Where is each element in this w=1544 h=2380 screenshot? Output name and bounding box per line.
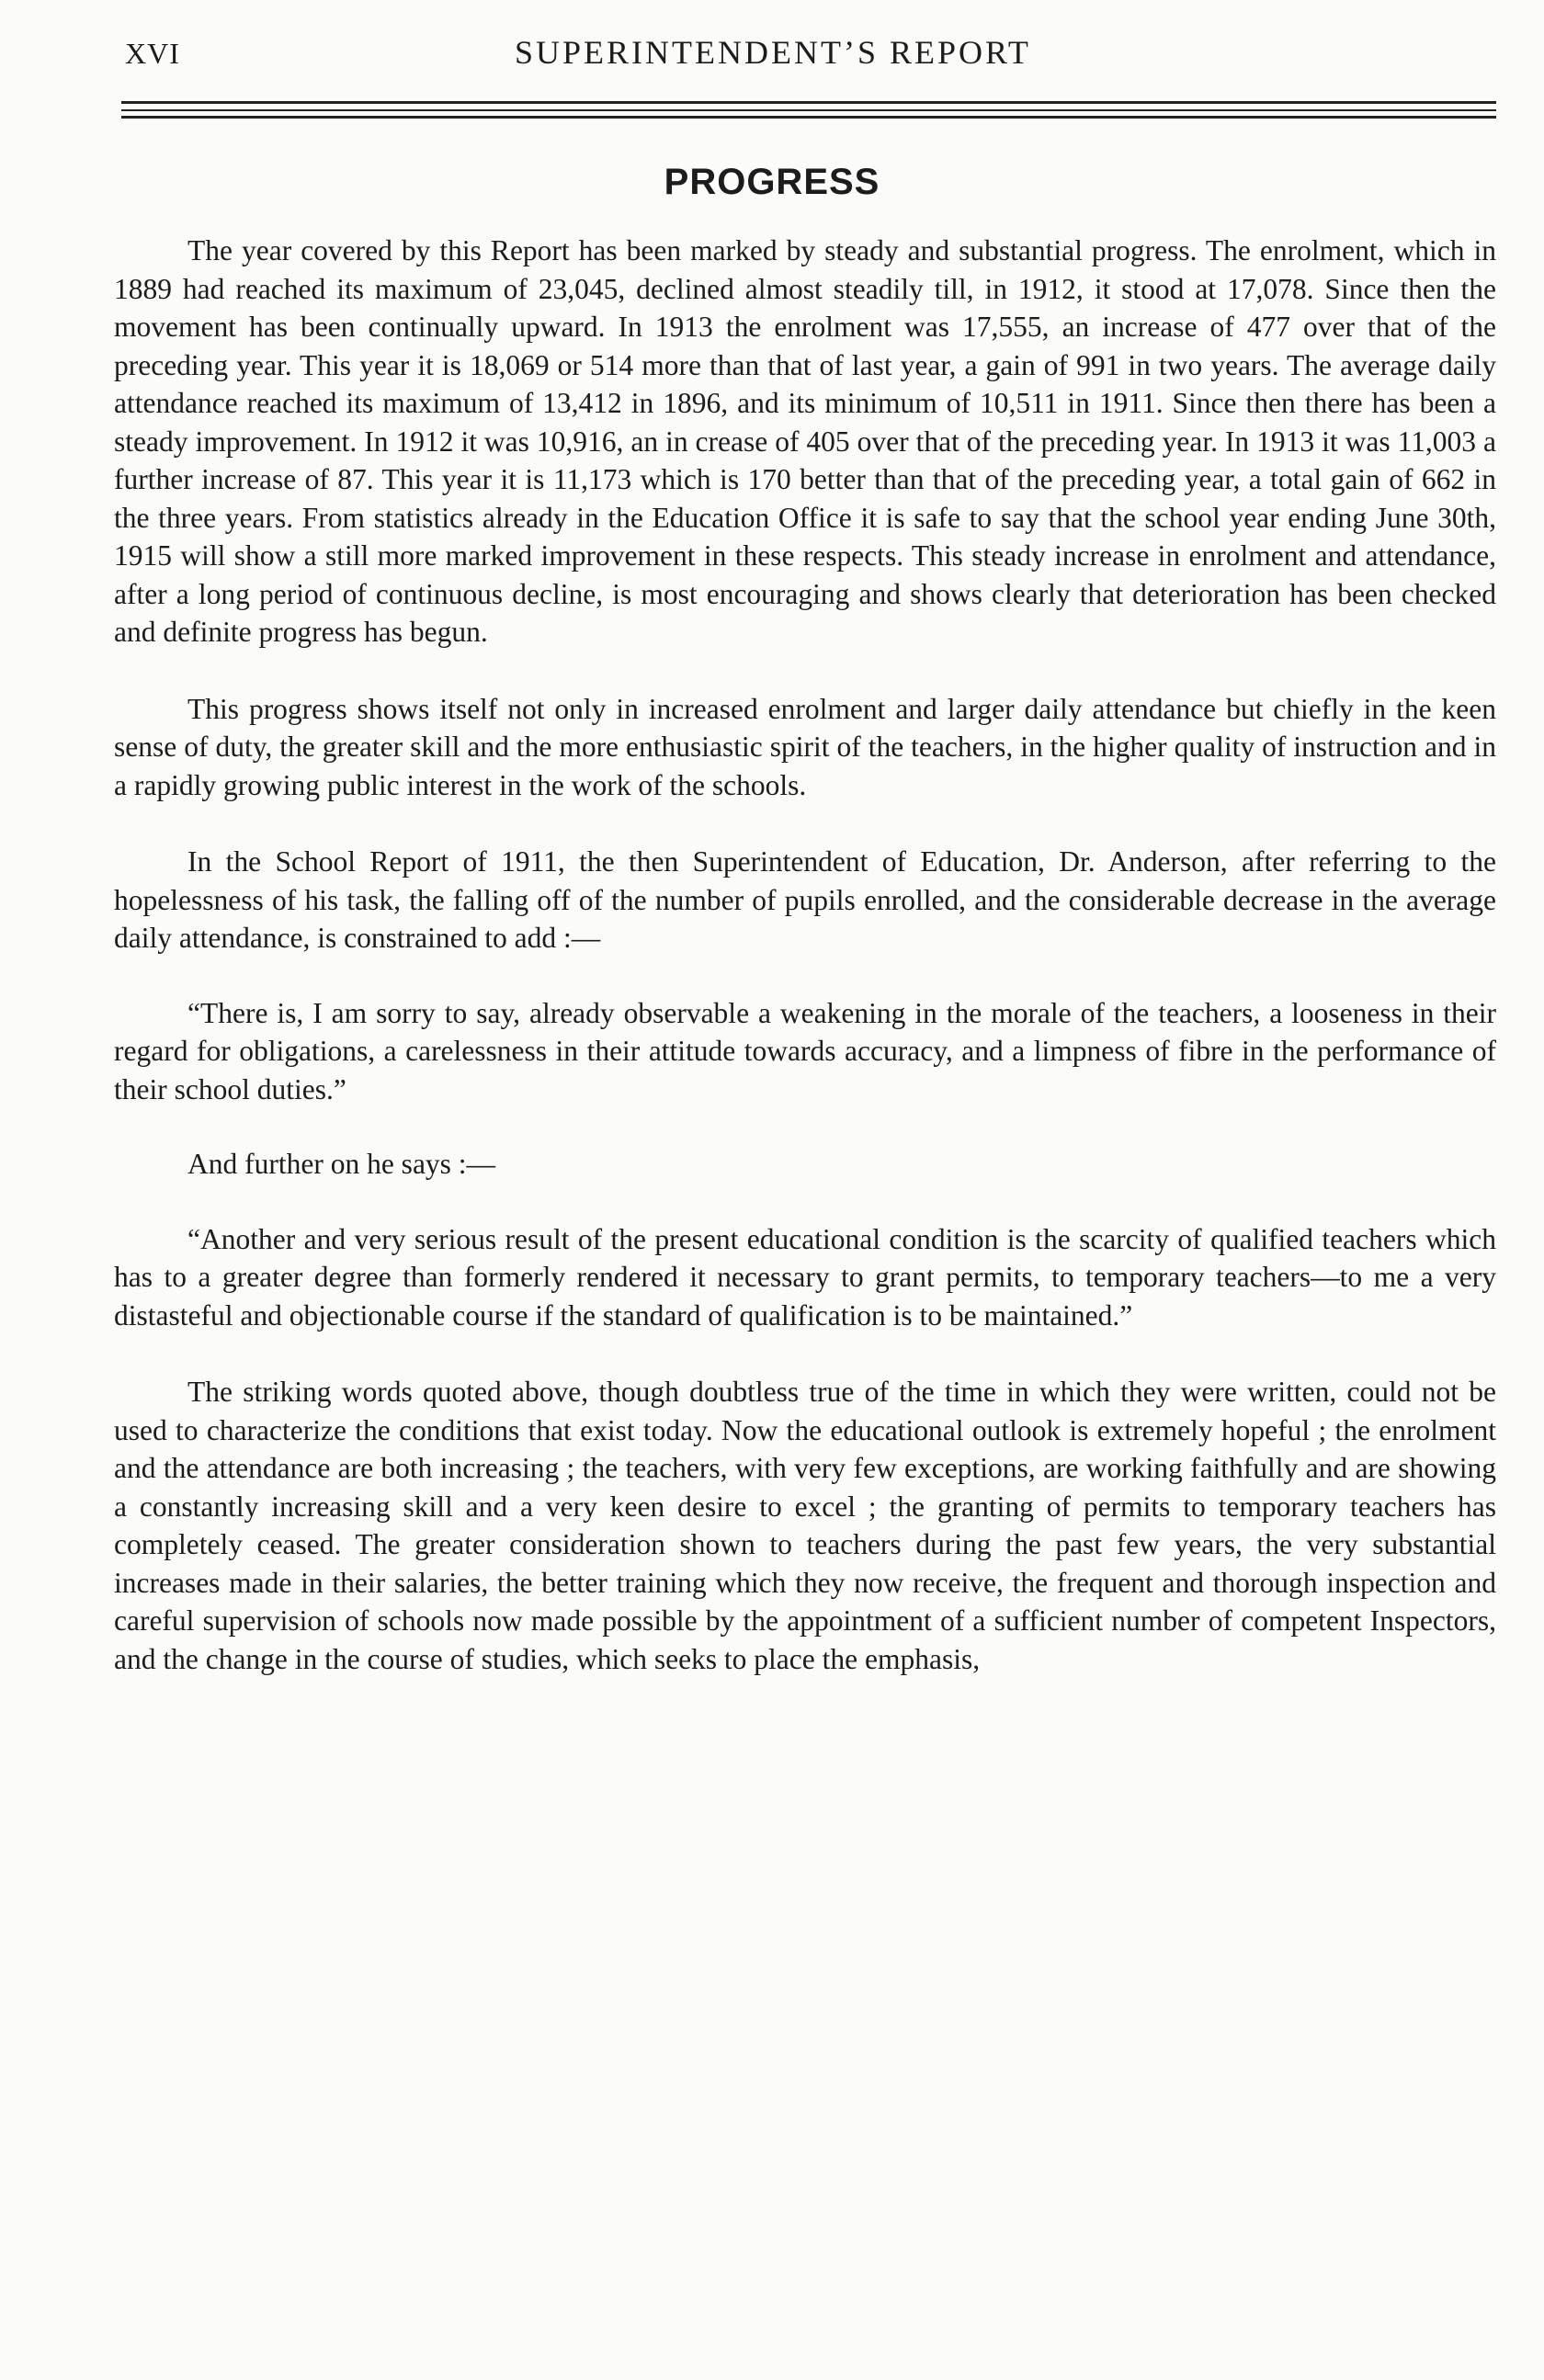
- paragraph-enrolment-statistics: The year covered by this Report has been marked by steady and substantial progress. The enrolment, which in 1889 had reached its maximum of 23,045, declined almost steadily till, in 1912, it stood at 17,078. Since then the movement has been continually upward. In 1913 the enrolment was 17,555, an increase of 477 over that of the preceding year. This year it is 18,069 or 514 more than that of last year, a gain of 991 in two years. The average daily attendance reached its maximum of 13,412 in 1896, and its minimum of 10,511 in 1911. Since then there has been a steady improvement. In 1912 it was 10,916, an in crease of 405 over that of the preceding year. In 1913 it was 11,003 a further increase of 87. This year it is 11,173 which is 170 better than that of the preceding year, a total gain of 662 in the three years. From statistics already in the Education Office it is safe to say that the school year ending June 30th, 1915 will show a still more marked improvement in these respects. This steady increase in enrolment and attendance, after a long period of continuous decline, is most encouraging and shows clearly that deterioration has been checked and definite progress has begun.: [114, 234, 1496, 648]
- quotation-morale: “There is, I am sorry to say, already observable a weakening in the morale of the teachers, a looseness in their regard for obligations, a carelessness in their attitude towards accuracy, and a limpness of fibre in the performance of their school duties.”: [114, 996, 1496, 1105]
- header-rule-top: [121, 101, 1496, 104]
- page-number: XVI: [125, 37, 180, 70]
- paragraph-progress-teachers: This progress shows itself not only in increased enrolment and larger daily attendance but chiefly in the keen sense of duty, the greater skill and the more enthusiastic spirit of the teachers, in the higher quality of instruction and in a rapidly growing public interest in the work of the schools.: [114, 692, 1496, 801]
- quotation-qualified-teachers: “Another and very serious result of the present educational condition is the scarcity of qualified teachers which has to a greater degree than formerly rendered it necessary to grant permits, to temporary teachers—to me a very distasteful and objectionable course if the standard of qualification is to be maintained.”: [114, 1222, 1496, 1332]
- running-title: SUPERINTENDENT’S REPORT: [515, 34, 1031, 71]
- paragraph-outlook: The striking words quoted above, though doubtless true of the time in which they were written, could not be used to characterize the conditions that exist today. Now the educational outlook is extremely hopeful ; the enrolment and the attendance are both increasing ; the teachers, with very few exceptions, are working faithfully and are showing a constantly increasing skill and a very keen desire to excel ; the granting of permits to temporary teachers has completely ceased. The greater consideration shown to teachers during the past few years, the very substantial increases made in their salaries, the better training which they now receive, the frequent and thorough inspection and careful supervision of schools now made possible by the appointment of a sufficient number of competent Inspectors, and the change in the course of studies, which seeks to place the emphasis,: [114, 1376, 1496, 1675]
- paragraph-further-on: And further on he says :—: [187, 1148, 496, 1180]
- header-rule-middle: [121, 109, 1496, 111]
- section-title: PROGRESS: [664, 162, 880, 202]
- running-header: [118, 33, 1496, 79]
- header-rule-bottom: [121, 116, 1496, 119]
- body-text: [114, 232, 1496, 1678]
- paragraph-school-report-1911: In the School Report of 1911, the then Superintendent of Education, Dr. Anderson, after referring to the hopelessness of his task, the falling off of the number of pupils enrolled, and the considerable decrease in the average daily attendance, is constrained to add :—: [114, 845, 1496, 954]
